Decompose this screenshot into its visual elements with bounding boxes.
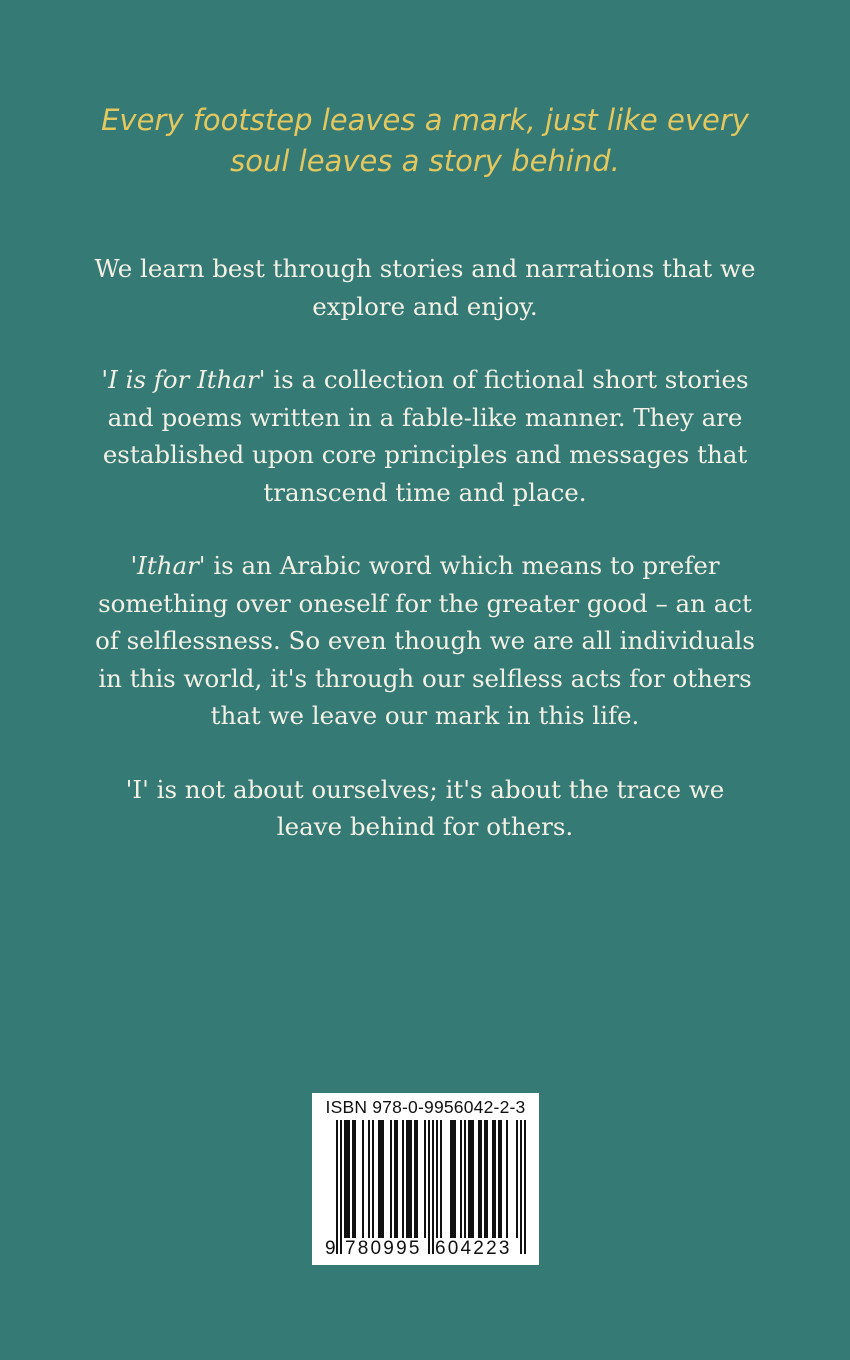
blurb-p2-line-3: established upon core principles and messages that [102, 440, 748, 469]
barcode-bar [436, 1120, 438, 1238]
blurb-p3-line-1: is an Arabic word which means to prefer [205, 551, 720, 580]
blurb-paragraph-3 [80, 547, 770, 735]
barcode-digits-left: 780995 [345, 1238, 422, 1259]
barcode-bar [352, 1120, 354, 1238]
barcode-bar [406, 1120, 408, 1238]
barcode-bar [348, 1120, 350, 1238]
barcode-bar [450, 1120, 452, 1238]
barcode-bar [368, 1120, 370, 1238]
blurb-p4-line-1: 'I' is not about ourselves; it's about the trace we [125, 774, 725, 804]
barcode-bar [470, 1120, 472, 1238]
barcode-bar [454, 1120, 456, 1238]
blurb-p2-line-1: is a collection of fictional short stories [265, 365, 749, 394]
barcode-bar [484, 1120, 486, 1238]
ithar-word-mention: 'Ithar' [130, 551, 206, 580]
barcode-bar [486, 1120, 488, 1238]
blurb-p2-line-2: and poems written in a fable-like manner. They are [107, 402, 743, 432]
blurb-p4-line-2: leave behind for others. [276, 812, 574, 841]
barcode-bar [500, 1120, 502, 1238]
barcode-bar [390, 1120, 392, 1238]
barcode-bar [506, 1120, 508, 1238]
blurb [80, 250, 770, 882]
barcode-bar [402, 1120, 404, 1238]
barcode-bar [516, 1120, 518, 1238]
barcode-bar [452, 1120, 454, 1238]
blurb-p3-line-5: that we leave our mark in this life. [210, 701, 640, 730]
barcode-bar [464, 1120, 466, 1238]
barcode-bar [396, 1120, 398, 1238]
barcode-bar [414, 1120, 416, 1238]
blurb-p3-line-4: in this world, it's through our selfless acts for others [98, 663, 752, 693]
barcode-bar [378, 1120, 380, 1238]
barcode-guard-bar [340, 1120, 342, 1254]
isbn-barcode [312, 1093, 539, 1265]
blurb-p2-line-4: transcend time and place. [263, 477, 587, 507]
barcode-bar [480, 1120, 482, 1238]
barcode-digit-first: 9 [325, 1238, 336, 1259]
blurb-paragraph-1 [80, 250, 770, 325]
barcode-bar [416, 1120, 418, 1238]
barcode-bar [380, 1120, 382, 1238]
barcode-bar [362, 1120, 364, 1238]
blurb-paragraph-4 [80, 771, 770, 846]
barcode-guard-bar [524, 1120, 526, 1254]
book-title-mention: 'I is for Ithar' [101, 365, 266, 394]
barcode-bar [344, 1120, 346, 1238]
blurb-p1-line-2: explore and enjoy. [312, 291, 538, 321]
barcode-bar [440, 1120, 442, 1238]
barcode-bar [346, 1120, 348, 1238]
barcode-guard-bar [520, 1120, 522, 1254]
barcode-bar [468, 1120, 470, 1238]
tagline-line-1: Every footstep leaves a mark, just like every [101, 103, 749, 137]
barcode-bar [354, 1120, 356, 1238]
blurb-paragraph-2 [80, 361, 770, 511]
tagline-line-2: soul leaves a story behind. [230, 144, 620, 178]
barcode-bar [460, 1120, 462, 1238]
barcode-bar [410, 1120, 412, 1238]
barcode-bar [492, 1120, 494, 1238]
barcode-bar [424, 1120, 426, 1238]
blurb-p1-line-1: We learn best through stories and narrations that we [94, 254, 756, 283]
tagline [60, 100, 790, 182]
barcode-guard-bar [428, 1120, 430, 1254]
barcode-bar [372, 1120, 374, 1238]
barcode-bar [382, 1120, 384, 1238]
barcode-bar [494, 1120, 496, 1238]
barcode-bar [394, 1120, 396, 1238]
isbn-label: ISBN 978-0-9956042-2-3 [325, 1097, 526, 1117]
barcode-bar [408, 1120, 410, 1238]
barcode-guard-bar [432, 1120, 434, 1254]
barcode-digits-right: 604223 [435, 1238, 512, 1259]
barcode-guard-bar [336, 1120, 338, 1254]
blurb-p3-line-2: something over oneself for the greater good – an act [98, 588, 752, 618]
barcode-bar [472, 1120, 474, 1238]
blurb-p3-line-3: of selflessness. So even though we are all individuals [95, 626, 755, 655]
barcode-bar [478, 1120, 480, 1238]
barcode-bar [498, 1120, 500, 1238]
